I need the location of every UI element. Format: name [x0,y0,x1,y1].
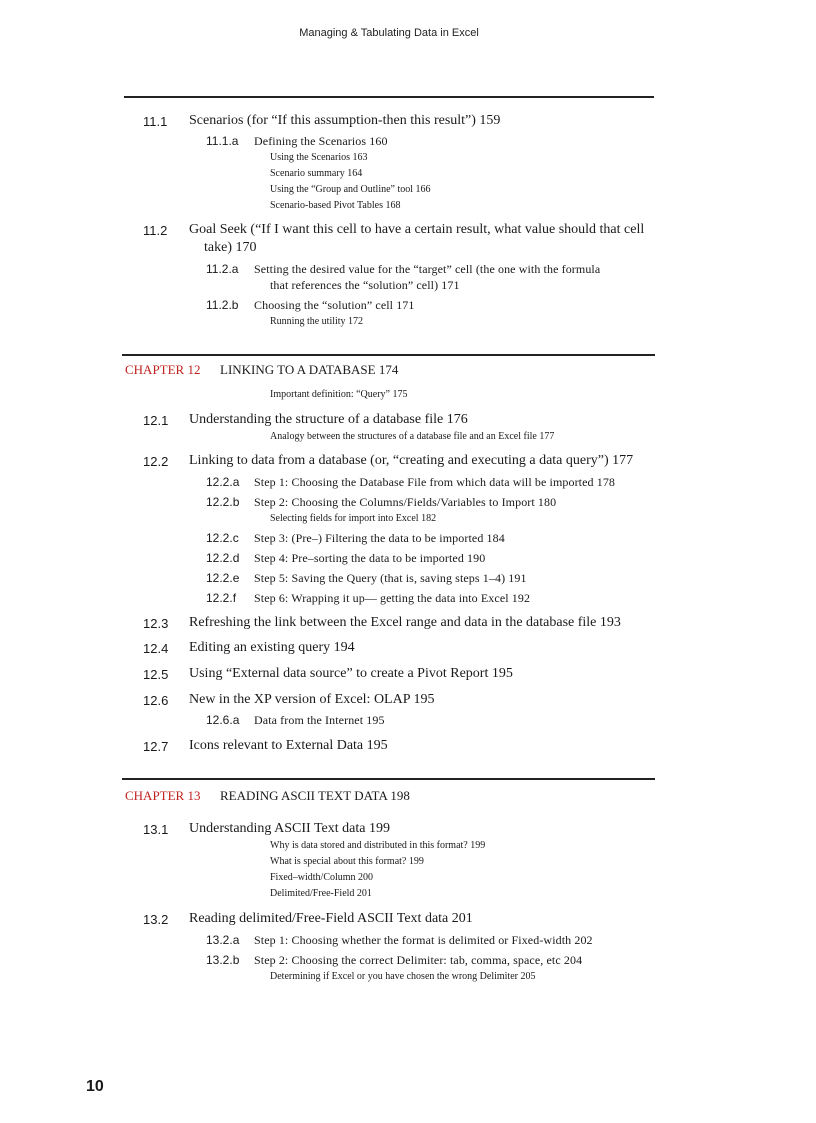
toc-section-title: Understanding the structure of a database file 176 [189,412,468,427]
toc-item: Selecting fields for import into Excel 182 [270,513,437,524]
toc-subsection-title: Step 2: Choosing the Columns/Fields/Variables to Import 180 [254,495,557,509]
toc-section-title: Goal Seek (“If I want this cell to have a certain result, what value should that cell [189,222,645,237]
toc-item: Analogy between the structures of a database file and an Excel file 177 [270,431,555,442]
toc-subsection-title: Defining the Scenarios 160 [254,134,388,148]
toc-subsection-title: Step 1: Choosing whether the format is delimited or Fixed-width 202 [254,933,593,947]
toc-section-title: New in the XP version of Excel: OLAP 195 [189,692,435,707]
toc-item: Using the “Group and Outline” tool 166 [270,184,431,195]
toc-subsection-title: Step 5: Saving the Query (that is, saving steps 1–4) 191 [254,571,527,585]
toc-section-number: 12.5 [143,667,169,682]
toc-item: Fixed–width/Column 200 [270,872,374,883]
toc-subsection-number: 12.2.d [206,551,240,565]
toc-item: Why is data stored and distributed in this format? 199 [270,840,486,851]
toc-item: Scenario summary 164 [270,168,363,179]
toc-subsection-title: Step 2: Choosing the correct Delimiter: tab, comma, space, etc 204 [254,953,583,967]
chapter-label: CHAPTER 12 [125,362,201,377]
toc-subsection-number: 11.1.a [206,134,239,148]
toc-item: Running the utility 172 [270,316,364,327]
page-number: 10 [86,1078,104,1095]
toc-section-number: 12.3 [143,616,169,631]
toc-section-number: 12.1 [143,413,169,428]
toc-subsection-title-continued: that references the “solution” cell) 171 [270,278,460,292]
toc-subsection-title: Data from the Internet 195 [254,713,385,727]
toc-subsection-title: Step 4: Pre–sorting the data to be imported 190 [254,551,486,565]
running-head: Managing & Tabulating Data in Excel [299,27,479,39]
toc-item: Determining if Excel or you have chosen the wrong Delimiter 205 [270,971,536,982]
toc-item: Using the Scenarios 163 [270,152,368,163]
chapter-title: LINKING TO A DATABASE 174 [220,362,399,377]
toc-subsection-number: 13.2.a [206,933,240,947]
toc-section-number: 13.1 [143,822,169,837]
toc-item: Delimited/Free-Field 201 [270,888,372,899]
rule-chapter-13 [122,778,655,780]
toc-section-title: Using “External data source” to create a Pivot Report 195 [189,666,513,681]
toc-section-title: Linking to data from a database (or, “creating and executing a data query”) 177 [189,453,634,468]
toc-section-title: Refreshing the link between the Excel range and data in the database file 193 [189,615,621,630]
toc-section-title: Scenarios (for “If this assumption-then this result”) 159 [189,113,501,128]
toc-section-number: 12.7 [143,739,169,754]
toc-subsection-number: 12.2.c [206,531,239,545]
toc-section-title: Reading delimited/Free-Field ASCII Text data 201 [189,911,473,926]
toc-subsection-title: Step 6: Wrapping it up— getting the data into Excel 192 [254,591,531,605]
toc-subsection-number: 12.2.b [206,495,240,509]
toc-subsection-number: 12.6.a [206,713,240,727]
toc-section-title: Understanding ASCII Text data 199 [189,821,390,836]
toc-subsection-title: Setting the desired value for the “target” cell (the one with the formula [254,262,601,276]
toc-section-title-continued: take) 170 [204,240,257,255]
toc-subsection-number: 12.2.e [206,571,240,585]
toc-section-number: 11.1 [143,114,168,129]
toc-section-title: Editing an existing query 194 [189,640,355,655]
toc-subsection-number: 13.2.b [206,953,240,967]
toc-section-title: Icons relevant to External Data 195 [189,738,388,753]
toc-item: What is special about this format? 199 [270,856,424,867]
toc-item: Important definition: “Query” 175 [270,389,408,400]
toc-section-number: 12.6 [143,693,169,708]
rule-chapter-12 [122,354,655,356]
toc-subsection-title: Choosing the “solution” cell 171 [254,298,415,312]
toc-subsection-number: 11.2.a [206,262,239,276]
rule-top [124,96,654,98]
chapter-label: CHAPTER 13 [125,788,201,803]
toc-section-number: 13.2 [143,912,169,927]
toc-section-number: 12.2 [143,454,169,469]
toc-subsection-number: 12.2.f [206,591,237,605]
toc-item: Scenario-based Pivot Tables 168 [270,200,401,211]
toc-subsection-title: Step 1: Choosing the Database File from which data will be imported 178 [254,475,616,489]
toc-section-number: 12.4 [143,641,169,656]
toc-subsection-number: 11.2.b [206,298,239,312]
toc-subsection-title: Step 3: (Pre–) Filtering the data to be imported 184 [254,531,505,545]
toc-subsection-number: 12.2.a [206,475,240,489]
chapter-title: READING ASCII TEXT DATA 198 [220,788,410,803]
toc-section-number: 11.2 [143,223,168,238]
